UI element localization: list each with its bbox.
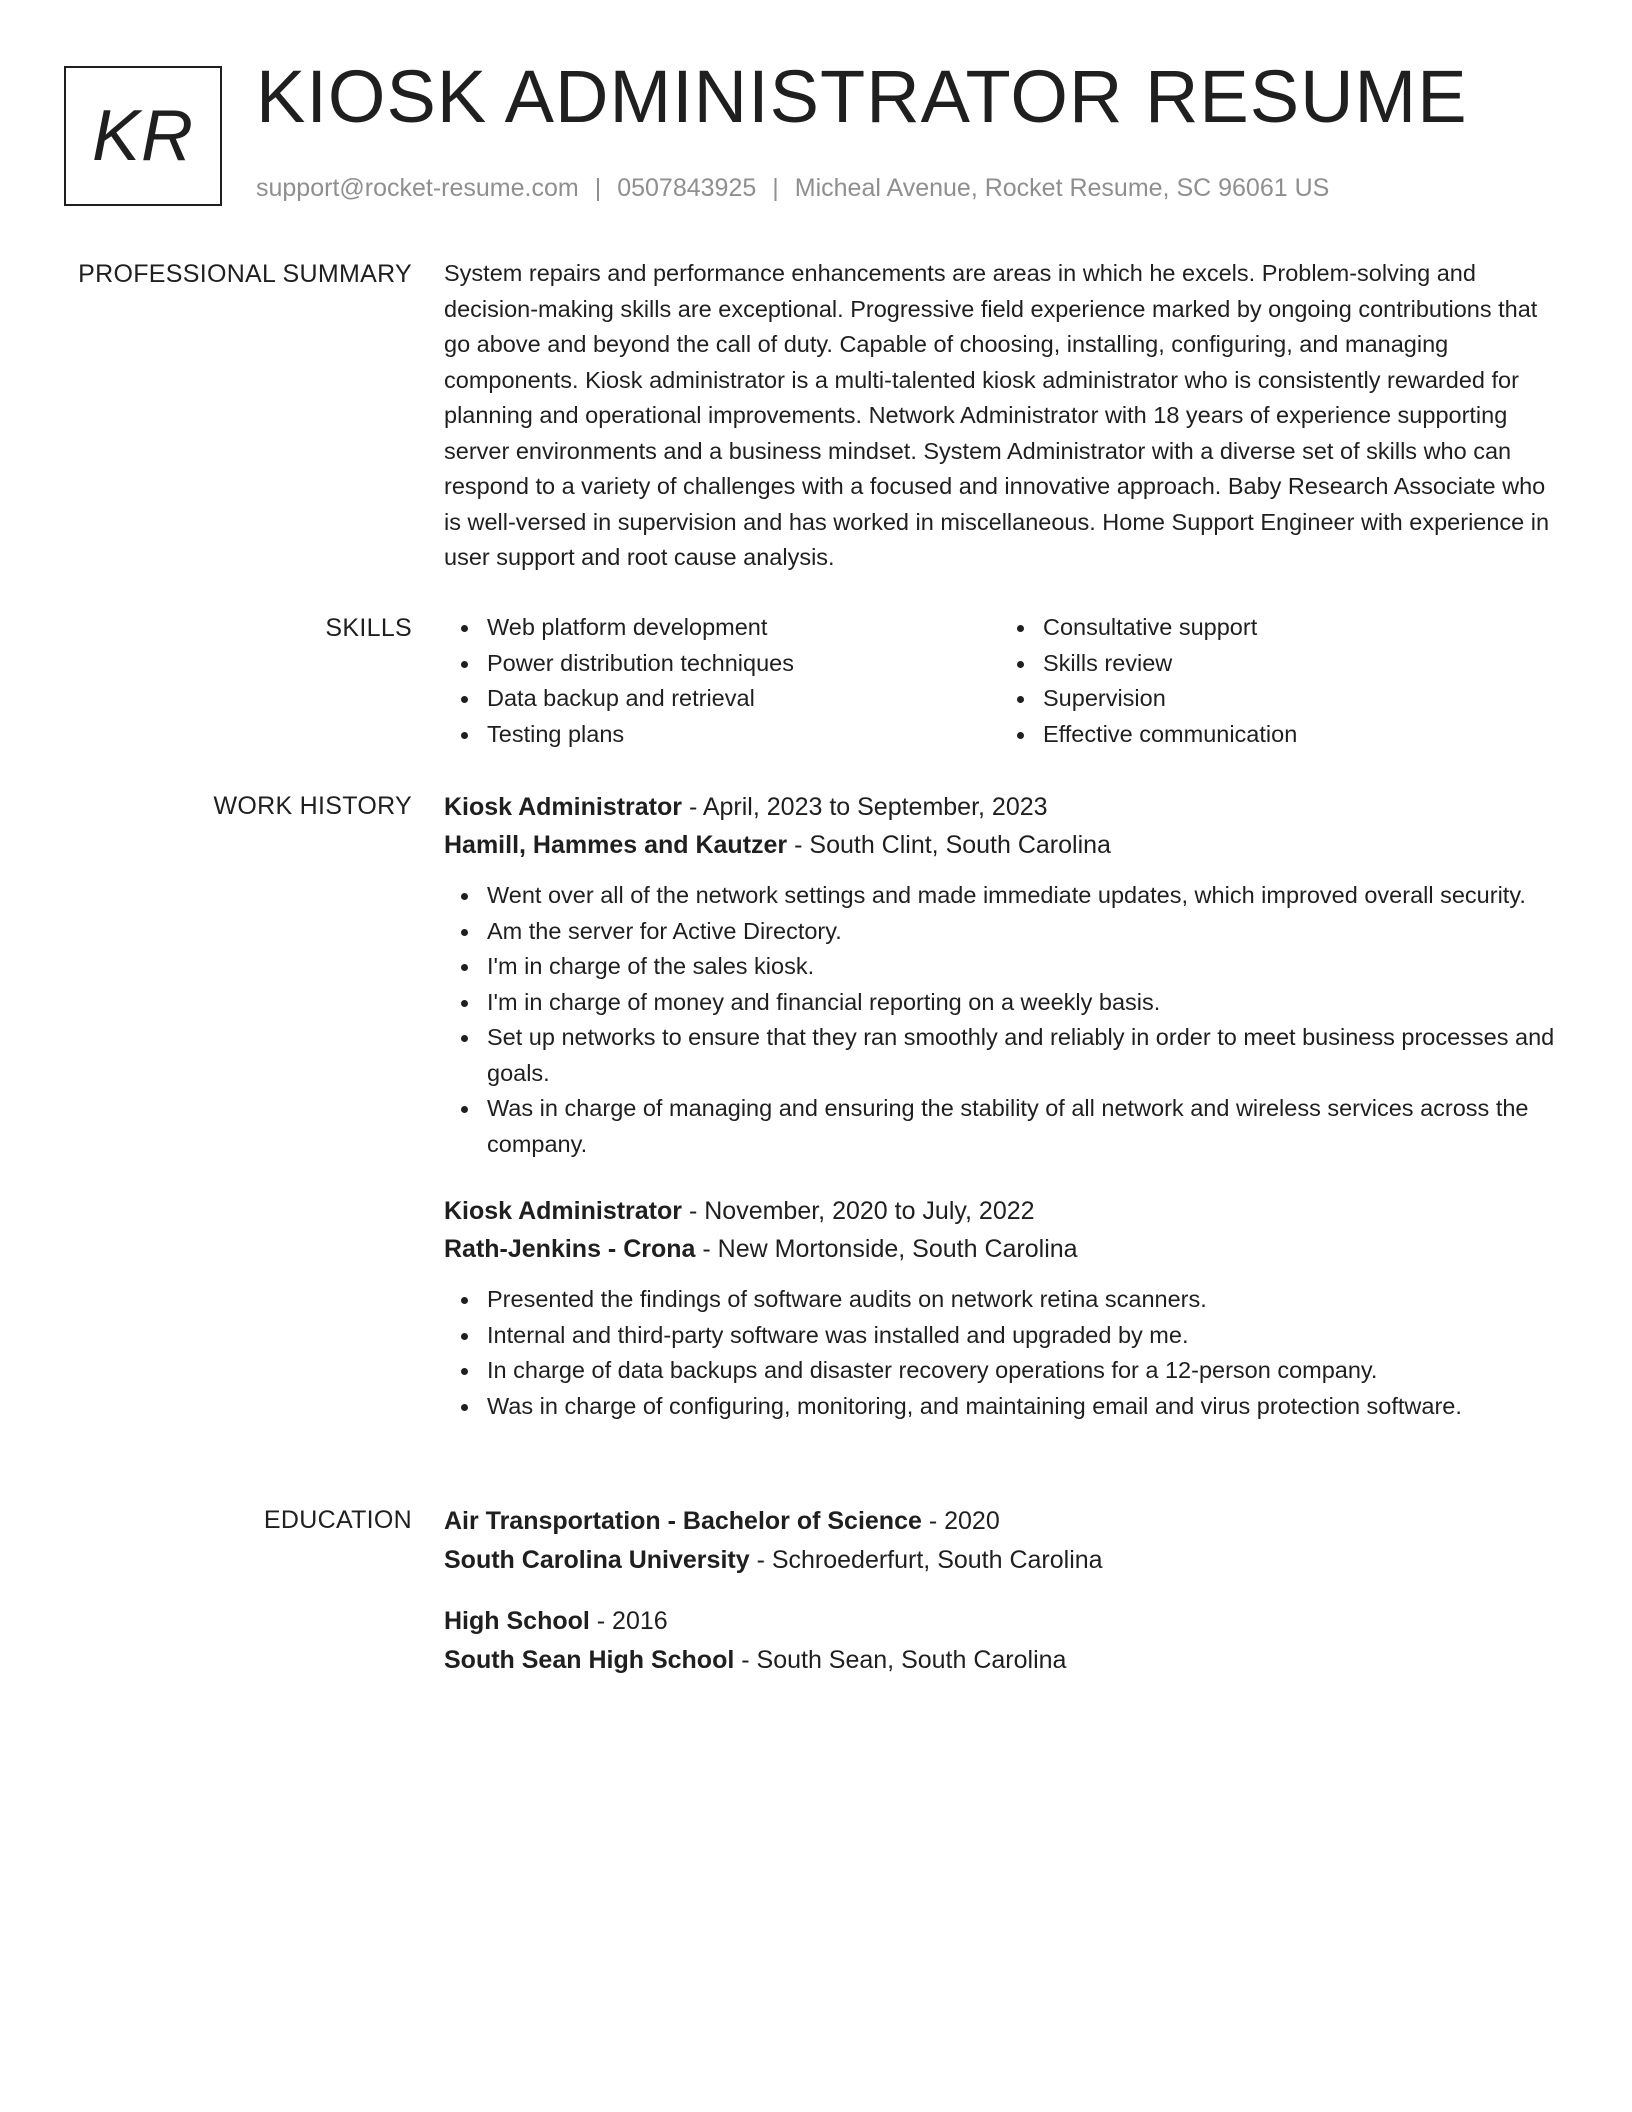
job-company: Rath-Jenkins - Crona <box>444 1235 696 1263</box>
summary-heading: PROFESSIONAL SUMMARY <box>78 260 412 288</box>
skills-column-right <box>1000 610 1556 753</box>
education-degree: Air Transportation - Bachelor of Science <box>444 1507 922 1535</box>
duty-item: In charge of data backups and disaster recovery operations for a 12-person company. <box>487 1353 1556 1389</box>
job-title-line <box>444 788 1556 826</box>
contact-line <box>256 174 1329 203</box>
job-entry <box>444 788 1556 1162</box>
education-year: - 2020 <box>921 1507 1000 1535</box>
education-year: - 2016 <box>589 1607 668 1635</box>
skills-heading: SKILLS <box>325 614 412 642</box>
job-title: Kiosk Administrator <box>444 793 683 821</box>
education-school-line <box>444 1641 1556 1680</box>
education-entry <box>444 1602 1556 1680</box>
skills-column-left <box>444 610 1000 753</box>
job-company-line <box>444 826 1556 864</box>
skill-item: Consultative support <box>1043 610 1556 646</box>
education-school-line <box>444 1541 1556 1580</box>
work-history-heading: WORK HISTORY <box>213 792 412 820</box>
education-degree-line <box>444 1502 1556 1541</box>
summary-text: System repairs and performance enhancements are areas in which he excels. Problem-solving and decision-making skills are exceptional. Progressive field experience marked by ongoing contributions that go above and beyond the call of duty. Capable of choosing, installing, configuring, and managing components. Kiosk administrator is a multi-talented kiosk administrator who is consistently rewarded for planning and operational improvements. Network Administrator with 18 years of experience supporting server environments and a business mindset. System Administrator with a diverse set of skills who can respond to a variety of challenges with a focused and innovative approach. Baby Research Associate who is well-versed in supervision and has worked in miscellaneous. Home Support Engineer with experience in user support and root cause analysis. <box>444 260 1550 570</box>
monogram-initials: KR <box>91 96 195 176</box>
skills-grid <box>444 610 1556 753</box>
education-degree-line <box>444 1602 1556 1641</box>
job-duties <box>444 878 1556 1162</box>
education-school: South Sean High School <box>444 1646 735 1674</box>
job-dates: - November, 2020 to July, 2022 <box>682 1197 1035 1225</box>
duty-item: I'm in charge of the sales kiosk. <box>487 949 1556 985</box>
skill-item: Testing plans <box>487 717 1000 753</box>
job-company-line <box>444 1230 1556 1268</box>
job-dates: - April, 2023 to September, 2023 <box>682 793 1048 821</box>
education-body <box>444 1502 1556 1702</box>
duty-item: Am the server for Active Directory. <box>487 914 1556 950</box>
job-location: - New Mortonside, South Carolina <box>695 1235 1078 1263</box>
skill-item: Supervision <box>1043 681 1556 717</box>
duty-item: Was in charge of managing and ensuring the stability of all network and wireless services across the company. <box>487 1091 1556 1162</box>
education-location: - South Sean, South Carolina <box>734 1646 1067 1674</box>
duty-item: Presented the findings of software audits on network retina scanners. <box>487 1282 1556 1318</box>
duty-item: Was in charge of configuring, monitoring, and maintaining email and virus protection software. <box>487 1389 1556 1425</box>
skill-item: Power distribution techniques <box>487 646 1000 682</box>
skill-item: Data backup and retrieval <box>487 681 1000 717</box>
education-location: - Schroederfurt, South Carolina <box>749 1546 1103 1574</box>
contact-email[interactable]: support@rocket-resume.com <box>256 174 579 202</box>
job-duties <box>444 1282 1556 1424</box>
job-entry <box>444 1192 1556 1424</box>
education-degree: High School <box>444 1607 590 1635</box>
job-location: - South Clint, South Carolina <box>787 831 1111 859</box>
monogram-box <box>64 66 222 206</box>
job-title-line <box>444 1192 1556 1230</box>
job-title: Kiosk Administrator <box>444 1197 683 1225</box>
skills-body <box>444 610 1556 753</box>
duty-item: Set up networks to ensure that they ran smoothly and reliably in order to meet business processes and goals. <box>487 1020 1556 1091</box>
education-entry <box>444 1502 1556 1580</box>
skill-item: Skills review <box>1043 646 1556 682</box>
resume-title: KIOSK ADMINISTRATOR RESUME <box>256 55 1468 138</box>
summary-body <box>444 256 1556 576</box>
contact-address: Micheal Avenue, Rocket Resume, SC 96061 US <box>794 174 1330 202</box>
duty-item: I'm in charge of money and financial reporting on a weekly basis. <box>487 985 1556 1021</box>
skill-item: Effective communication <box>1043 717 1556 753</box>
skill-item: Web platform development <box>487 610 1000 646</box>
work-history-body <box>444 788 1556 1454</box>
contact-separator: | <box>594 174 602 202</box>
education-school: South Carolina University <box>444 1546 750 1574</box>
contact-separator: | <box>772 174 779 202</box>
contact-phone[interactable]: 0507843925 <box>617 174 757 202</box>
duty-item: Went over all of the network settings and made immediate updates, which improved overall security. <box>487 878 1556 914</box>
job-company: Hamill, Hammes and Kautzer <box>444 831 788 859</box>
education-heading: EDUCATION <box>263 1506 412 1534</box>
duty-item: Internal and third-party software was installed and upgraded by me. <box>487 1318 1556 1354</box>
